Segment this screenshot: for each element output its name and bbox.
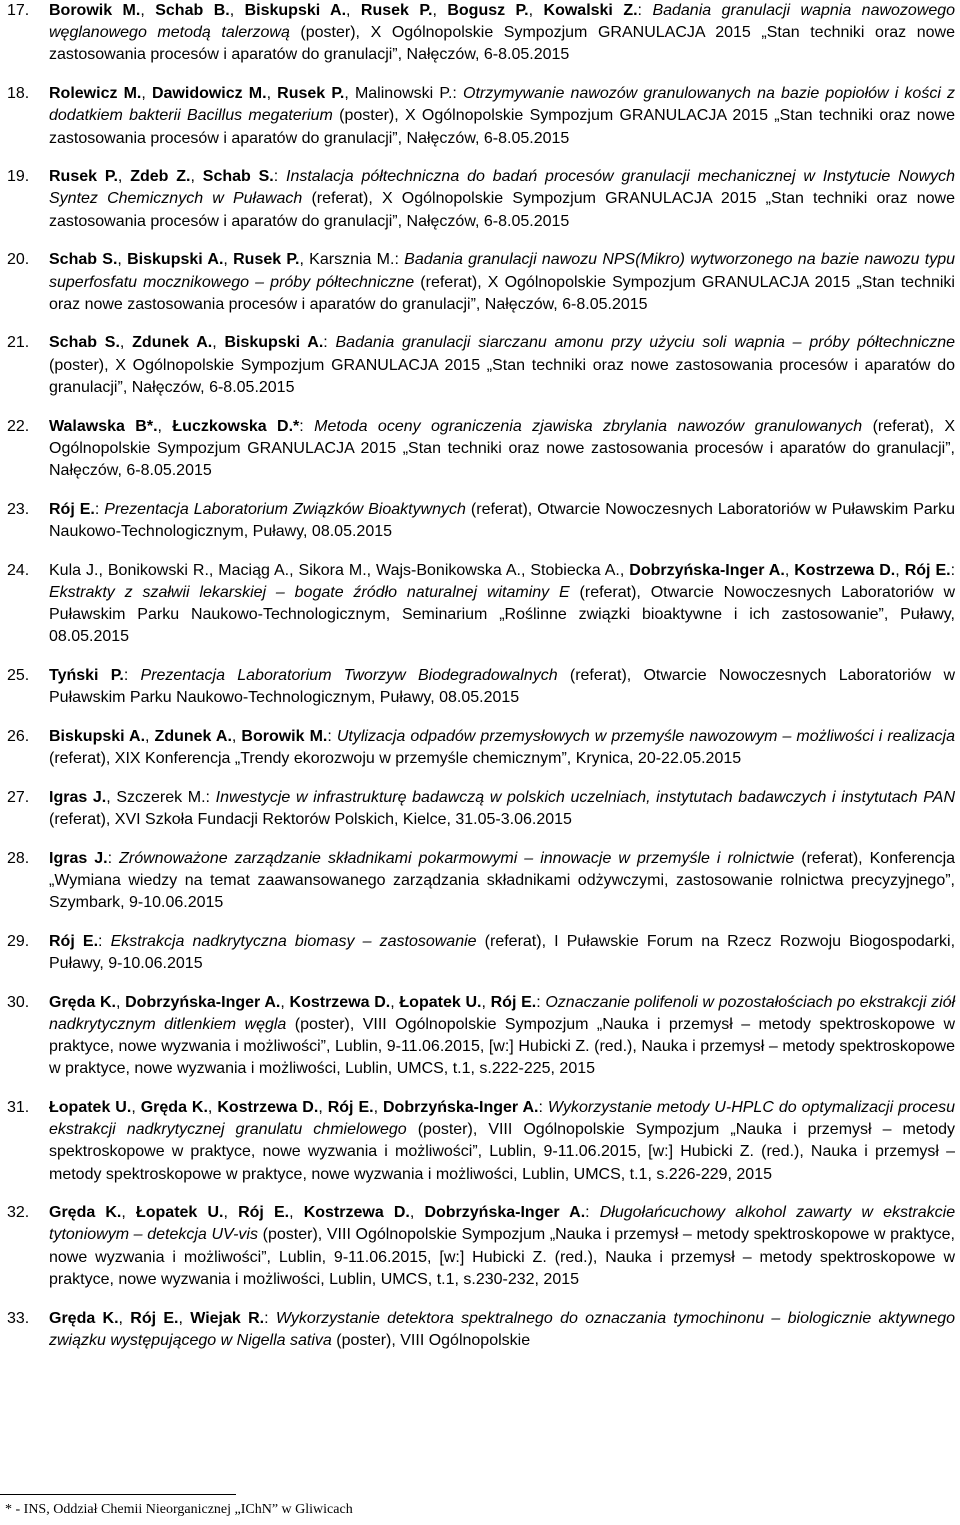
- author-name: Tyński P.: [49, 666, 124, 684]
- entry-text: (referat), Otwarcie Nowoczesnych Laboratoriów w Puławskim Parku Naukowo-Technologicznym, Puławy, 08.05.2015: [49, 500, 956, 540]
- entry-text: :: [107, 849, 120, 867]
- entry-text: ,: [141, 85, 152, 103]
- entry-text: (referat), I Puławskie Forum na Rzecz Rozwoju Biogospodarki, Puławy, 9-10.06.2015: [49, 932, 956, 972]
- entry-text: :: [94, 500, 105, 518]
- author-name: Rolewicz M.: [49, 85, 142, 103]
- work-title: Wykorzystanie metody U-HPLC do optymalizacji procesu ekstrakcji nadkrytycznej granulatu chmielowego: [49, 1098, 956, 1139]
- author-name: Kowalski Z.: [543, 2, 638, 19]
- entry-text: ,: [373, 1098, 383, 1116]
- entry-text: ,: [346, 2, 361, 19]
- author-name: Biskupski A.: [244, 2, 347, 19]
- author-name: Walawska B*.: [49, 417, 158, 435]
- entry-text: (referat), X Ogólnopolskie Sympozjum GRANULACJA 2015 „Stan techniki oraz nowe zastosowania procesów i aparatów do granulacji”, Nałęczów, 6-8.05.2015: [49, 417, 956, 479]
- author-name: Rój E.: [490, 993, 537, 1011]
- author-name: Łuczkowska D.*: [172, 417, 300, 435]
- reference-entry: [0, 787, 960, 831]
- entry-text: (referat), X Ogólnopolskie Sympozjum GRANULACJA 2015 „Stan techniki oraz nowe zastosowania procesów i aparatów do granulacji”, Nałęczów, 6-8.05.2015: [49, 273, 955, 313]
- entry-text: :: [538, 1098, 548, 1116]
- entry-number: 24.: [7, 561, 30, 579]
- entry-text: , Malinowski P.: [344, 85, 453, 103]
- entry-text: :: [323, 334, 336, 352]
- reference-entry: [0, 0, 960, 67]
- entry-text: :: [98, 932, 111, 950]
- entry-number: 18.: [7, 85, 30, 103]
- reference-entry: [0, 665, 960, 709]
- reference-entry: [0, 83, 960, 150]
- author-name: Bogusz P.: [447, 2, 529, 19]
- entry-text: :: [264, 1309, 276, 1327]
- author-name: Rój E.: [130, 1309, 179, 1327]
- entry-text: ,: [784, 561, 795, 579]
- entry-text: :: [950, 561, 956, 579]
- entry-text: ,: [318, 1098, 328, 1116]
- entry-text: :: [585, 1204, 600, 1222]
- entry-text: :: [637, 2, 653, 19]
- work-title: Prezentacja Laboratorium Związków Bioaktywnych: [104, 500, 466, 518]
- entry-text: (referat), X Ogólnopolskie Sympozjum GRANULACJA 2015 „Stan techniki oraz nowe zastosowania procesów i aparatów do granulacji”, Nałęczów, 6-8.05.2015: [49, 190, 955, 230]
- work-title: Badania granulacji siarczanu amonu przy użyciu soli wapnia – próby półtechniczne: [335, 334, 956, 352]
- entry-text: (referat), Konferencja „Wymiana wiedzy na temat zaawansowanego zarządzania składnikami odżywczymi, zastosowanie rolnictwa precyzyjnego”, Szymbark, 9-10.06.2015: [49, 849, 956, 911]
- entry-text: ,: [117, 251, 128, 269]
- author-name: Biskupski A.: [49, 727, 146, 745]
- reference-entry: [0, 931, 960, 975]
- entry-text: (referat), Otwarcie Nowoczesnych Laboratoriów w Puławskim Parku Naukowo-Technologicznym, Seminarium „Roślinne związki bioaktywne i ich zastosowanie”, Puławy, 08.05.2015: [49, 583, 955, 646]
- author-name: Gręda K.: [49, 1204, 122, 1222]
- entry-number: 32.: [7, 1204, 30, 1222]
- entry-text: ,: [528, 2, 544, 19]
- author-name: Schab S.: [202, 168, 274, 186]
- entry-number: 17.: [7, 2, 30, 19]
- author-name: Dobrzyńska-Inger A.: [125, 993, 281, 1011]
- entry-text: :: [452, 85, 463, 103]
- entry-text: , Karsznia M.: [299, 251, 395, 269]
- entry-text: ,: [432, 2, 448, 19]
- entry-text: (referat), XVI Szkoła Fundacji Rektorów Polskich, Kielce, 31.05-3.06.2015: [49, 810, 572, 828]
- author-name: Schab B.: [155, 2, 230, 19]
- entry-text: ,: [178, 1309, 191, 1327]
- author-name: Zdunek A.: [154, 727, 232, 745]
- entry-text: ,: [223, 1204, 239, 1222]
- entry-text: Kula J., Bonikowski R., Maciąg A., Sikora M., Wajs-Bonikowska A., Stobiecka A.,: [49, 561, 630, 579]
- entry-number: 20.: [7, 251, 30, 269]
- author-name: Gręda K.: [49, 993, 116, 1011]
- work-title: Badania granulacji nawozu NPS(Mikro) wytworzonego na bazie nawozu typu superfosfatu mocznikowego – próby półtechniczne: [49, 251, 956, 291]
- footnote: * - INS, Oddział Chemii Nieorganicznej „IChN” w Gliwicach: [5, 1502, 353, 1517]
- author-name: Kostrzewa D.: [303, 1204, 410, 1222]
- author-name: Łopatek U.: [135, 1204, 224, 1222]
- reference-entry: [0, 166, 960, 233]
- entry-text: ,: [231, 727, 242, 745]
- entry-text: (poster), VIII Ogólnopolskie Sympozjum „Nauka i przemysł – metody spektroskopowe w praktyce, nowe wyzwania i możliwości”, Lublin, 9-11.06.2015, [w:] Hubicki Z. (red.), Nauka i przemysł – metody spektroskopowe w praktyce, nowe wyzwania i możliwości, Lublin, UMCS, t.1, s.230-232, 2015: [49, 1226, 955, 1288]
- entry-text: ,: [118, 1309, 131, 1327]
- author-name: Rój E.: [49, 500, 95, 518]
- author-name: Dobrzyńska-Inger A.: [382, 1098, 539, 1116]
- author-name: Zdeb Z.: [130, 168, 191, 186]
- entry-text: (poster), X Ogólnopolskie Sympozjum GRANULACJA 2015 „Stan techniki oraz nowe zastosowania procesów i aparatów do granulacji”, Nałęczów, 6-8.05.2015: [49, 356, 955, 396]
- author-name: Schab S.: [49, 334, 120, 352]
- work-title: Prezentacja Laboratorium Tworzyw Biodegradowalnych: [140, 666, 558, 684]
- work-title: Ekstrakty z szałwii lekarskiej – bogate źródło naturalnej witaminy E: [49, 583, 570, 601]
- entry-number: 22.: [7, 417, 30, 435]
- entry-text: ,: [280, 993, 290, 1011]
- entry-text: ,: [481, 993, 491, 1011]
- author-name: Rój E.: [49, 932, 99, 950]
- entry-text: :: [205, 788, 216, 806]
- author-name: Rusek P.: [360, 2, 433, 19]
- entry-number: 21.: [7, 334, 30, 352]
- author-name: Rój E.: [327, 1098, 374, 1116]
- entry-text: (poster), VIII Ogólnopolskie Sympozjum „Nauka i przemysł – metody spektroskopowe w praktyce, nowe wyzwania i możliwości”, Lublin, 9-11.06.2015, [w:] Hubicki Z. (red.), Nauka i przemysł – metody spektroskopowe w praktyce, nowe wyzwania i możliwości, Lublin, UMCS, t.1, s.222-225, 2015: [49, 1015, 956, 1078]
- entry-text: ,: [115, 993, 126, 1011]
- author-name: Biskupski A.: [127, 251, 224, 269]
- work-title: Inwestycje w infrastrukturę badawczą w polskich uczelniach, instytutach badawczych i instytutach PAN: [215, 788, 956, 806]
- reference-entry: [0, 499, 960, 543]
- author-name: Łopatek U.: [399, 993, 482, 1011]
- work-title: Instalacja półtechniczna do badań procesów granulacji mechanicznej w Instytucie Nowych Syntez Chemicznych w Puławach: [49, 168, 956, 208]
- entry-text: (poster), X Ogólnopolskie Sympozjum GRANULACJA 2015 „Stan techniki oraz nowe zastosowania procesów i aparatów do granulacji”, Nałęczów, 6-8.05.2015: [49, 107, 956, 147]
- entry-text: :: [299, 417, 315, 435]
- reference-entry: [0, 249, 960, 316]
- entry-text: (referat), Otwarcie Nowoczesnych Laboratoriów w Puławskim Parku Naukowo-Technologicznym, Puławy, 08.05.2015: [49, 666, 956, 707]
- entry-number: 31.: [7, 1098, 30, 1116]
- work-title: Badania granulacji wapnia nawozowego węglanowego metodą talerzową: [49, 2, 956, 42]
- reference-entry: [0, 1308, 960, 1352]
- entry-text: ,: [266, 85, 278, 103]
- author-name: Kostrzewa D.: [794, 561, 896, 579]
- reference-entry: [0, 992, 960, 1081]
- entry-text: :: [123, 666, 141, 684]
- author-name: Zdunek A.: [132, 334, 213, 352]
- entry-number: 27.: [7, 788, 30, 806]
- work-title: Zrównoważone zarządzanie składnikami pokarmowymi – innowacje w przemyśle i rolnictwie: [119, 849, 795, 867]
- work-title: Wykorzystanie detektora spektralnego do oznaczania tymochinonu – biologicznie aktywnego związku występującego w Nigella sativa: [49, 1309, 956, 1349]
- entry-text: (poster), X Ogólnopolskie Sympozjum GRANULACJA 2015 „Stan techniki oraz nowe zastosowania procesów i aparatów do granulacji”, Nałęczów, 6-8.05.2015: [49, 24, 956, 64]
- reference-entry: [0, 332, 960, 399]
- author-name: Schab S.: [49, 251, 118, 269]
- reference-entry: [0, 560, 960, 649]
- entry-text: :: [273, 168, 287, 186]
- author-name: Wiejak R.: [190, 1309, 265, 1327]
- author-name: Kostrzewa D.: [289, 993, 391, 1011]
- entry-text: :: [536, 993, 546, 1011]
- reference-entry: [0, 416, 960, 483]
- entry-text: ,: [212, 334, 225, 352]
- work-title: Utylizacja odpadów przemysłowych w przemyśle nawozowym – możliwości i realizacja: [336, 727, 955, 745]
- entry-text: ,: [223, 251, 234, 269]
- entry-text: :: [394, 251, 405, 269]
- entry-text: ,: [157, 417, 173, 435]
- entry-text: ,: [390, 993, 400, 1011]
- entry-number: 30.: [7, 993, 30, 1011]
- entry-text: ,: [121, 1204, 136, 1222]
- author-name: Kostrzewa D.: [217, 1098, 319, 1116]
- entry-number: 23.: [7, 500, 30, 518]
- reference-entry: [0, 726, 960, 770]
- work-title: Długołańcuchowy alkohol zawarty w ekstrakcie tytoniowym – detekcja UV-vis: [49, 1204, 956, 1244]
- entry-number: 19.: [7, 168, 30, 186]
- author-name: Rusek P.: [49, 168, 118, 186]
- entry-number: 28.: [7, 849, 30, 867]
- entry-number: 26.: [7, 727, 30, 745]
- entry-text: (referat), XIX Konferencja „Trendy ekorozwoju w przemyśle chemicznym”, Krynica, 20-22.05.2015: [49, 749, 742, 767]
- entry-text: ,: [140, 2, 156, 19]
- author-name: Gręda K.: [49, 1309, 119, 1327]
- author-name: Dobrzyńska-Inger A.: [629, 561, 785, 579]
- reference-entry: [0, 1097, 960, 1186]
- entry-text: :: [327, 727, 337, 745]
- entry-text: ,: [895, 561, 905, 579]
- entry-number: 29.: [7, 932, 30, 950]
- work-title: Metoda oceny ograniczenia zjawiska zbrylania nawozów granulowanych: [314, 417, 863, 435]
- entry-text: ,: [117, 168, 131, 186]
- entry-text: ,: [289, 1204, 304, 1222]
- entry-text: ,: [207, 1098, 218, 1116]
- reference-entry: [0, 1202, 960, 1291]
- author-name: Biskupski A.: [224, 334, 324, 352]
- author-name: Borowik M.: [241, 727, 328, 745]
- author-name: Gręda K.: [140, 1098, 208, 1116]
- author-name: Rój E.: [238, 1204, 290, 1222]
- author-name: Rusek P.: [233, 251, 300, 269]
- entry-text: ,: [229, 2, 245, 19]
- entry-number: 25.: [7, 666, 30, 684]
- entry-text: , Szczerek M.: [106, 788, 206, 806]
- reference-entry: [0, 848, 960, 915]
- author-name: Igras J.: [49, 849, 108, 867]
- entry-number: 33.: [7, 1309, 30, 1327]
- entry-text: ,: [145, 727, 155, 745]
- entry-text: (poster), VIII Ogólnopolskie Sympozjum „Nauka i przemysł – metody spektroskopowe w praktyce, nowe wyzwania i możliwości”, Lublin, 9-11.06.2015, [w:] Hubicki Z. (red.), Nauka i przemysł – metody spektroskopowe w praktyce, nowe wyzwania i możliwości, Lublin, UMCS, t.1, s.226-229, 2015: [49, 1121, 955, 1183]
- entry-text: ,: [131, 1098, 141, 1116]
- work-title: Otrzymywanie nawozów granulowanych na bazie popiołów i kości z dodatkiem bakterii Bacillus megaterium: [49, 85, 956, 125]
- work-title: Oznaczanie polifenoli w pozostałościach po ekstrakcji ziół nadkrytycznym ditlenkiem węgla: [49, 993, 956, 1033]
- author-name: Igras J.: [49, 788, 107, 806]
- footnote-separator: [0, 1494, 236, 1495]
- entry-text: ,: [409, 1204, 425, 1222]
- work-title: Ekstrakcja nadkrytyczna biomasy – zastosowanie: [110, 932, 477, 950]
- author-name: Dawidowicz M.: [151, 85, 267, 103]
- author-name: Rusek P.: [277, 85, 345, 103]
- author-name: Łopatek U.: [49, 1098, 132, 1116]
- author-name: Rój E.: [904, 561, 951, 579]
- author-name: Borowik M.: [49, 2, 141, 19]
- entry-text: (poster), VIII Ogólnopolskie: [331, 1331, 531, 1349]
- entry-text: ,: [119, 334, 133, 352]
- author-name: Dobrzyńska-Inger A.: [424, 1204, 586, 1222]
- entry-text: ,: [190, 168, 203, 186]
